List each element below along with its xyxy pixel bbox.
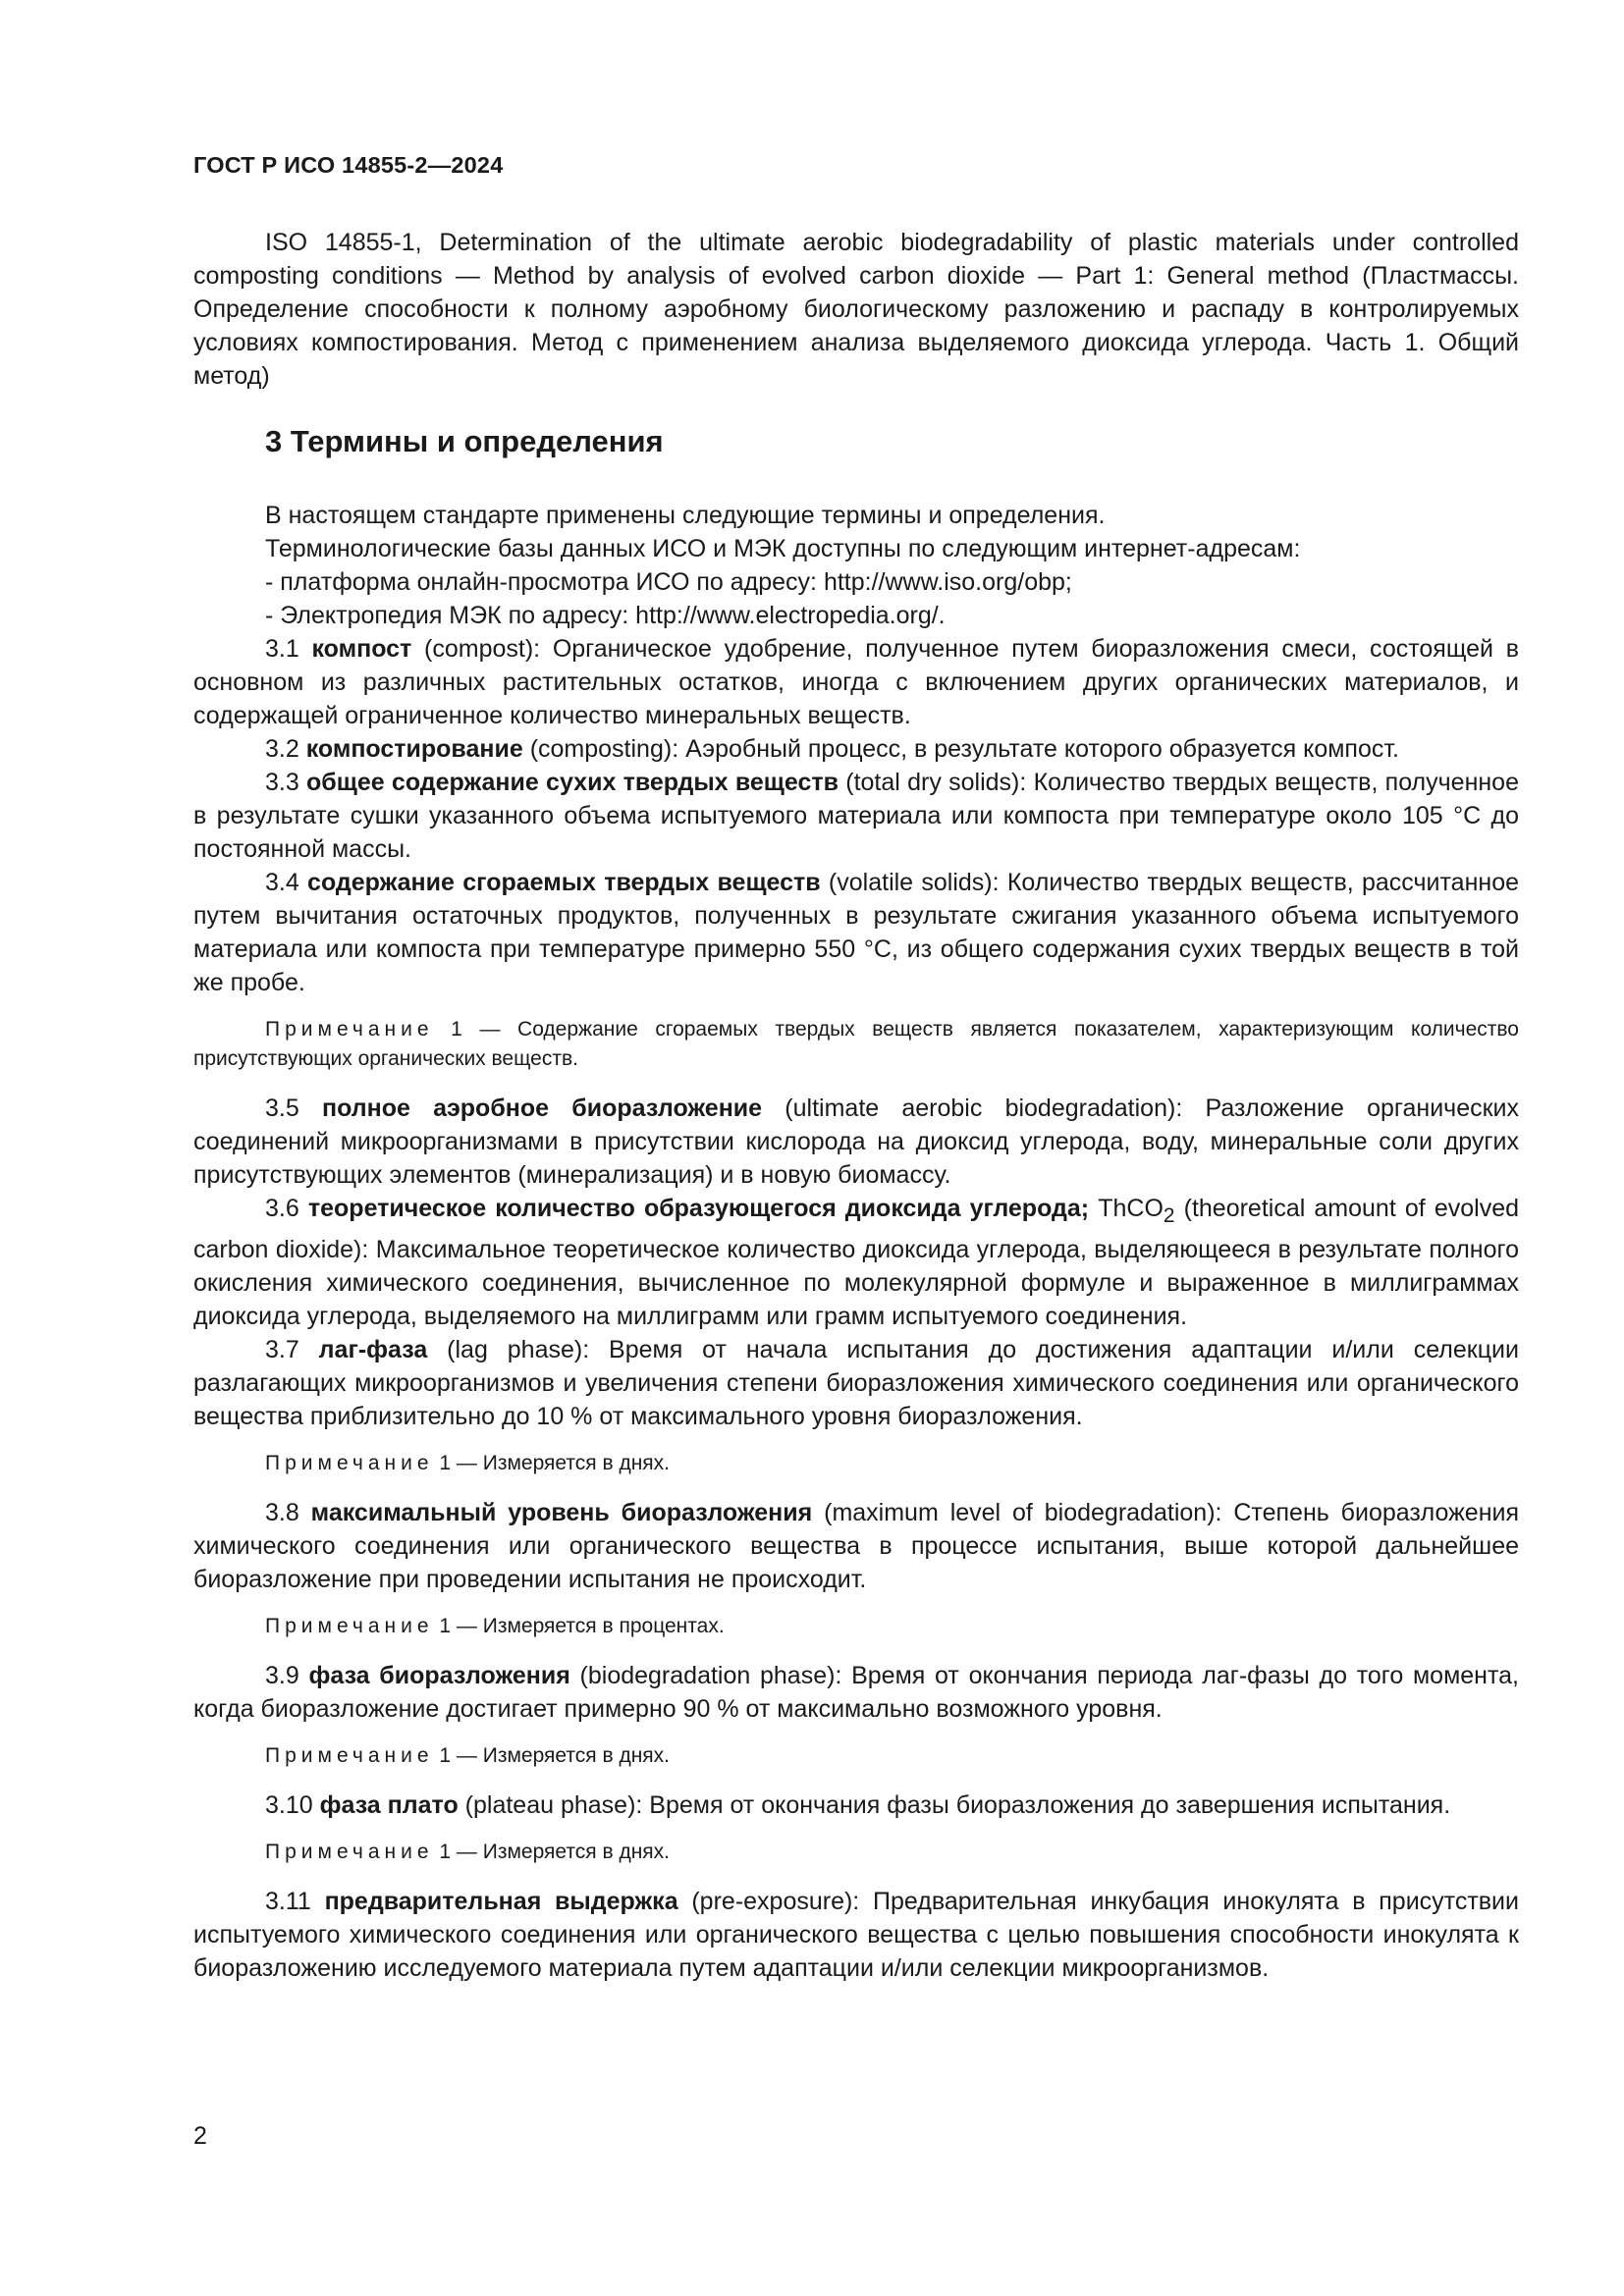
term-definition [193, 1092, 1519, 1192]
term-definition [193, 1496, 1519, 1596]
term-name: общее содержание сухих твердых веществ [306, 769, 839, 796]
term-name: максимальный уровень биоразложения [310, 1499, 813, 1526]
term-number: 3.6 [265, 1195, 308, 1222]
term-text: (plateau phase): Время от окончания фазы биоразложения до завершения испытания. [458, 1791, 1451, 1819]
term-definition [193, 1789, 1519, 1822]
note-label: Примечание [265, 1841, 434, 1863]
term-text: (ultimate aerobic biodegradation): Разложение органических соединений микроорганизмами в присутствии кислорода на диоксид углерода, воду, минеральные соли других присутствующих элементов (минерализация) и в новую биомассу. [193, 1095, 1520, 1189]
intro-line: Терминологические базы данных ИСО и МЭК доступны по следующим интернет-адресам: [265, 535, 1301, 562]
term-symbol: ThCO [1089, 1195, 1164, 1222]
term-text: (pre-exposure): Предварительная инкубация инокулята в присутствии испытуемого химического соединения или органического вещества с целью повышения способности инокулята к биоразложению исследуемого материала путем адаптации и/или селекции микроорганизмов. [193, 1888, 1519, 1982]
term-text: (volatile solids): Количество твердых веществ, рассчитанное путем вычитания остаточных продуктов, полученных в результате сжигания указанного объема испытуемого материала или компоста при температуре примерно 550 °С, из общего содержания сухих твердых веществ в той же пробе. [193, 869, 1519, 996]
term-name: лаг-фаза [318, 1336, 428, 1363]
term-text: (maximum level of biodegradation): Степень биоразложения химического соединения или органического вещества в процессе испытания, выше которой дальнейшее биоразложение при проведении испытания не происходит. [193, 1499, 1520, 1593]
term-definition [193, 1659, 1519, 1726]
note [193, 1015, 1519, 1074]
term-number: 3.5 [265, 1095, 322, 1122]
term-name: предварительная выдержка [324, 1888, 678, 1915]
document-code-header: ГОСТ Р ИСО 14855-2—2024 [193, 152, 504, 178]
note [193, 1838, 1519, 1867]
page-number: 2 [193, 2122, 207, 2150]
document-body [193, 226, 1519, 1985]
term-number: 3.11 [265, 1888, 325, 1915]
section-title: 3 Термины и определения [265, 424, 664, 458]
term-definition [193, 766, 1519, 866]
term-definition [193, 866, 1519, 999]
link-list-item: - платформа онлайн-просмотра ИСО по адресу: http://www.iso.org/obp; [265, 568, 1072, 596]
note [193, 1741, 1519, 1771]
note-label: Примечание [265, 1744, 434, 1767]
term-number: 3.4 [265, 869, 308, 896]
term-text: (biodegradation phase): Время от окончания периода лаг-фазы до того момента, когда биоразложение достигает примерно 90 % от максимально возможного уровня. [193, 1662, 1520, 1723]
term-definition [193, 1885, 1519, 1985]
note [193, 1449, 1519, 1478]
note-label: Примечание [265, 1452, 434, 1474]
note-text: 1 — Измеряется в днях. [433, 1744, 671, 1767]
term-number: 3.9 [265, 1662, 309, 1689]
term-text: (compost): Органическое удобрение, полученное путем биоразложения смеси, состоящей в основном из различных растительных остатков, иногда с включением других органических материалов, и содержащей ограниченное количество минеральных веществ. [193, 635, 1520, 729]
intro-line: В настоящем стандарте применены следующие термины и определения. [265, 502, 1106, 529]
term-number: 3.1 [265, 635, 312, 663]
note-label: Примечание [265, 1018, 434, 1041]
term-definition [193, 1192, 1519, 1333]
link-list-item: - Электропедия МЭК по адресу: http://www.electropedia.org/. [265, 602, 946, 629]
term-name: компостирование [305, 735, 523, 763]
normative-reference: ISO 14855-1, Determination of the ultimate aerobic biodegradability of plastic materials under controlled composting conditions — Method by analysis of evolved carbon dioxide — Part 1: General method (Пластмассы. Определение способности к полному аэробному биологическому разложению и распаду в контролируемых условиях компостирования. Метод с применением анализа выделяемого диоксида углерода. Часть 1. Общий метод) [193, 229, 1519, 390]
term-definition [193, 632, 1519, 732]
term-number: 3.10 [265, 1791, 320, 1819]
term-number: 3.7 [265, 1336, 319, 1363]
note-text: 1 — Содержание сгораемых твердых веществ является показателем, характеризующим количество присутствующих органических веществ. [193, 1018, 1519, 1070]
note [193, 1612, 1519, 1641]
term-text: (total dry solids): Количество твердых веществ, полученное в результате сушки указанного объема испытуемого материала или компоста при температуре около 105 °С до постоянной массы. [193, 769, 1519, 863]
note-label: Примечание [265, 1615, 434, 1637]
term-text: (theoretical amount of evolved carbon dioxide): Максимальное теоретическое количество диоксида углерода, выделяющееся в результате полного окисления химического соединения, вычисленное по молекулярной формуле и выраженное в миллиграммах диоксида углерода, выделяемого на миллиграмм или грамм испытуемого соединения. [193, 1195, 1520, 1330]
term-symbol-subscript: 2 [1163, 1204, 1175, 1227]
term-text: (lag phase): Время от начала испытания до достижения адаптации и/или селекции разлагающих микроорганизмов и увеличения степени биоразложения химического соединения или органического вещества приблизительно до 10 % от максимального уровня биоразложения. [193, 1336, 1519, 1430]
term-name: содержание сгораемых твердых веществ [307, 869, 821, 896]
term-name: компост [311, 635, 412, 663]
term-text: (composting): Аэробный процесс, в результате которого образуется компост. [522, 735, 1399, 763]
term-number: 3.2 [265, 735, 306, 763]
term-name: полное аэробное биоразложение [321, 1095, 763, 1122]
note-text: 1 — Измеряется в процентах. [433, 1615, 725, 1637]
term-name: фаза плато [319, 1791, 459, 1819]
term-name: фаза биоразложения [308, 1662, 570, 1689]
note-text: 1 — Измеряется в днях. [433, 1452, 671, 1474]
term-number: 3.3 [265, 769, 307, 796]
term-number: 3.8 [265, 1499, 311, 1526]
note-text: 1 — Измеряется в днях. [433, 1841, 671, 1863]
term-definition [193, 732, 1519, 766]
term-name: теоретическое количество образующегося диоксида углерода; [307, 1195, 1090, 1222]
term-definition [193, 1333, 1519, 1433]
